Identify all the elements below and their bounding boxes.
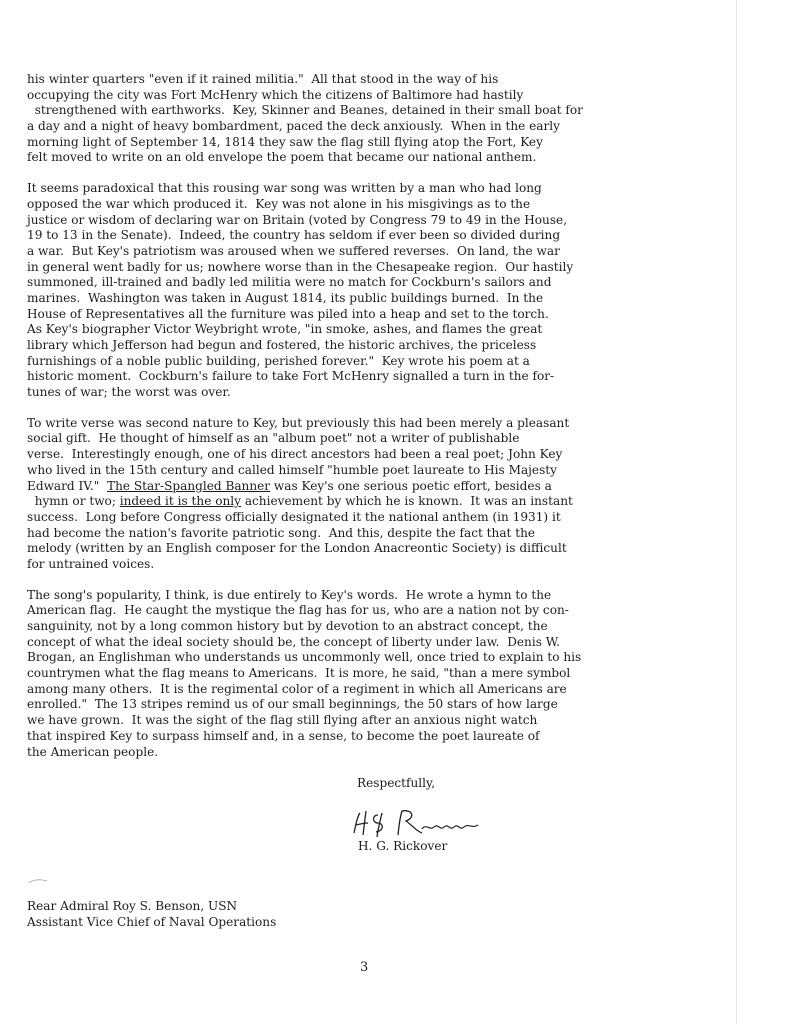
text-line: melody (written by an English composer for the London Anacreontic Society) is difficult (27, 541, 567, 556)
text-line: that inspired Key to surpass himself and, in a sense, to become the poet laureate of (27, 728, 540, 743)
closing-salutation: Respectfully, (357, 776, 436, 790)
text-fragment: was Key's one serious poetic effort, besides a (270, 478, 552, 493)
text-line: marines. Washington was taken in August 1814, its public buildings burned. In the (27, 290, 544, 305)
paragraph-2 (27, 181, 727, 401)
letter-body (27, 72, 727, 775)
addressee-title: Assistant Vice Chief of Naval Operations (27, 915, 277, 929)
text-line: success. Long before Congress officially designated it the national anthem (in 1931) it (27, 509, 561, 524)
signer-name: H. G. Rickover (358, 839, 448, 853)
text-line: The song's popularity, I think, is due entirely to Key's words. He wrote a hymn to the (27, 587, 552, 602)
text-line: the American people. (27, 744, 159, 759)
text-line: among many others. It is the regimental color of a regiment in which all Americans are (27, 681, 567, 696)
text-line: opposed the war which produced it. Key was not alone in his misgivings as to the (27, 196, 531, 211)
addressee-block (27, 898, 276, 930)
text-fragment: hymn (27, 494, 69, 509)
text-line: To write verse was second nature to Key, but previously this had been merely a pleasant (27, 415, 570, 430)
text-line: his winter quarters "even if it rained militia." All that stood in the way of his (27, 72, 499, 86)
text-line: verse. Interestingly enough, one of his direct ancestors had been a real poet; John Key (27, 447, 563, 462)
text-line: we have grown. It was the sight of the flag still flying after an anxious night watch (27, 713, 538, 728)
text-fragment: Edward IV." (27, 478, 107, 493)
underlined-phrase: indeed it is the only (119, 494, 241, 509)
signature-block (346, 805, 516, 860)
scan-smudge (28, 878, 48, 884)
page-edge (736, 0, 737, 1024)
text-line: library which Jefferson had begun and fostered, the historic archives, the priceless (27, 338, 537, 352)
text-line: 19 to 13 in the Senate). Indeed, the country has seldom if ever been so divided during (27, 228, 561, 243)
text-line: a day and a night of heavy bombardment, paced the deck anxiously. When in the early (27, 119, 560, 134)
text-line: justice or wisdom of declaring war on Britain (voted by Congress 79 to 49 in the House, (27, 212, 568, 227)
text-line: occupying the city was Fort McHenry which the citizens of Baltimore had hastily (27, 87, 524, 102)
text-line: concept of what the ideal society should be, the concept of liberty under law. Denis W. (27, 634, 560, 649)
text-line: countrymen what the flag means to Americans. It is more, he said, "than a mere symbol (27, 666, 571, 681)
text-line: in general went badly for us; nowhere worse than in the Chesapeake region. Our hastily (27, 259, 574, 274)
text-line: As Key's biographer Victor Weybright wrote, "in smoke, ashes, and flames the great (27, 322, 543, 337)
text-line-with-underline (27, 494, 727, 510)
text-line: American flag. He caught the mystique the flag has for us, who are a nation not by con- (27, 603, 569, 618)
text-line: morning light of September 14, 1814 they saw the flag still flying atop the Fort, Key (27, 134, 543, 149)
text-line-with-title (27, 479, 727, 495)
text-line: It seems paradoxical that this rousing war song was written by a man who had long (27, 181, 542, 196)
text-line: furnishings of a noble public building, perished forever." Key wrote his poem at a (27, 353, 530, 368)
text-line: Brogan, an Englishman who understands us uncommonly well, once tried to explain to his (27, 650, 582, 665)
underlined-title: The Star-Spangled Banner (107, 478, 271, 493)
text-line: summoned, ill-trained and badly led militia were no match for Cockburn's sailors and (27, 275, 552, 290)
paragraph-1 (27, 72, 727, 166)
paragraph-4 (27, 588, 727, 761)
text-line: sanguinity, not by a long common history but by devotion to an abstract concept, the (27, 619, 548, 633)
text-line: tunes of war; the worst was over. (27, 385, 231, 400)
text-line: strengthened with earthworks. Key, Skinner and Beanes, detained in their small boat for (27, 103, 583, 118)
page-number: 3 (360, 960, 369, 975)
text-line: who lived in the 15th century and called himself "humble poet laureate to His Majesty (27, 462, 557, 477)
text-fragment: or two; (68, 494, 120, 509)
paragraph-3 (27, 416, 727, 573)
text-line: historic moment. Cockburn's failure to take Fort McHenry signalled a turn in the for- (27, 369, 555, 384)
text-line: a war. But Key's patriotism was aroused when we suffered reverses. On land, the war (27, 243, 560, 258)
text-fragment: achievement by which he is known. It was an instant (240, 494, 573, 509)
text-line: felt moved to write on an old envelope the poem that became our national anthem. (27, 150, 537, 165)
addressee-name: Rear Admiral Roy S. Benson, USN (27, 899, 238, 913)
text-line: House of Representatives all the furniture was piled into a heap and set to the torch. (27, 306, 549, 321)
text-line: had become the nation's favorite patriotic song. And this, despite the fact that the (27, 525, 536, 540)
text-line: for untrained voices. (27, 556, 155, 571)
text-line: social gift. He thought of himself as an "album poet" not a writer of publishable (27, 431, 520, 446)
text-line: enrolled." The 13 stripes remind us of our small beginnings, the 50 stars of how large (27, 697, 558, 712)
